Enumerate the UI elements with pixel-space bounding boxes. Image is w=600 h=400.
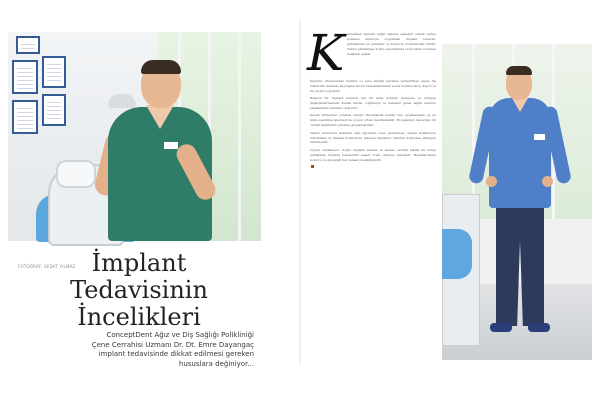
subtitle-line: implant tedavisinde dikkat edilmesi gereken: [98, 350, 254, 358]
dental-chair-cushion: [442, 229, 472, 279]
framed-diploma: [12, 60, 38, 94]
framed-diploma: [16, 36, 40, 54]
body-paragraph: aybedilen dişlerin doğal dişlerin eşdeğeri olarak yerine konması amacıyla uygulanan implant tedavisi, günümüzde en güvenilir ve konforlu çözümlerden biridir. Tedavi planlaması doğru yapıldığında uzun yıllar sorunsuz kullanım sağlar.: [347, 32, 436, 56]
body-text-intro: [347, 32, 436, 59]
name-badge: [534, 134, 545, 140]
dental-lamp: [108, 94, 136, 108]
doctor-hand: [486, 176, 497, 187]
doctor-blue-scrubs: [489, 98, 551, 208]
framed-diploma: [42, 56, 66, 88]
photo-caption: FOTOĞRAF: SEDAT YILMAZ: [18, 264, 76, 269]
end-of-article-mark: [311, 165, 314, 168]
body-paragraph: Başarılı bir implant tedavisi için ilk adım ayrıntılı muayene ve röntgen değerlendirmesidir. Kemik hacmi, yoğunluğu ve hastanın genel sağlık durumu planlamanın temelini oluşturur.: [310, 96, 436, 111]
drop-cap: K: [307, 24, 345, 82]
doctor-shoe: [490, 323, 512, 332]
doctor-shoe: [528, 323, 550, 332]
dental-chair-headrest: [56, 160, 96, 188]
subtitle-line: hususlara değiniyor...: [178, 359, 254, 368]
body-text-column: [310, 79, 436, 170]
doctor-hair: [506, 66, 532, 75]
body-paragraph: İmplant, titanyumdan üretilen ve çene kemiği içerisine yerleştirilen yapay diş kökleridir. Kemikle kaynaşma süreci tamamlandıktan sonra üzerine kron, köprü ya da protez uygulanır.: [310, 79, 436, 93]
body-paragraph: Kemik miktarının yetersiz olduğu durumlarda kemik tozu uygulamaları ya da sinüs kaldırma işlemleri ile uygun ortam hazırlanabilir. Bu işlemler deneyimli bir cerrah tarafından güvenle gerçekleştirilir.: [310, 113, 436, 128]
doctor-hand: [542, 176, 553, 187]
page-gutter: [299, 20, 301, 365]
title-line: Tedavisinin: [70, 276, 208, 304]
body-paragraph: Uygun endikasyon, doğru implant sistemi ve hassas cerrahi teknik bir araya geldiğinde implant tedavisinin başarı oranı oldukça yüksektir. Hastalarımızın konforu ve güvenliği her zaman önceliğimizdir.: [310, 147, 436, 162]
framed-diploma: [12, 100, 38, 134]
framed-diploma: [42, 94, 66, 126]
title-line: İmplant: [91, 249, 187, 277]
name-badge: [164, 142, 178, 149]
photo-doctor-standing: [442, 44, 592, 360]
body-paragraph: Tedavi sürecinde hastanın ağız hijyenine özen göstermesi, sigara kullanımını sınırlaması ve düzenli kontrollere gelmesi implantın ömrünü doğrudan etkileyen faktörlerdir.: [310, 130, 436, 145]
subtitle-line: ConceptDent Ağız ve Diş Sağlığı Polikliniği: [106, 331, 254, 339]
doctor-hair: [141, 60, 181, 74]
title-line: İncelikleri: [77, 303, 201, 331]
article-subtitle: [22, 331, 254, 369]
article-title: [24, 250, 254, 331]
subtitle-line: Çene Cerrahisi Uzmanı Dr. Dt. Emre Dayangaç: [91, 340, 254, 349]
